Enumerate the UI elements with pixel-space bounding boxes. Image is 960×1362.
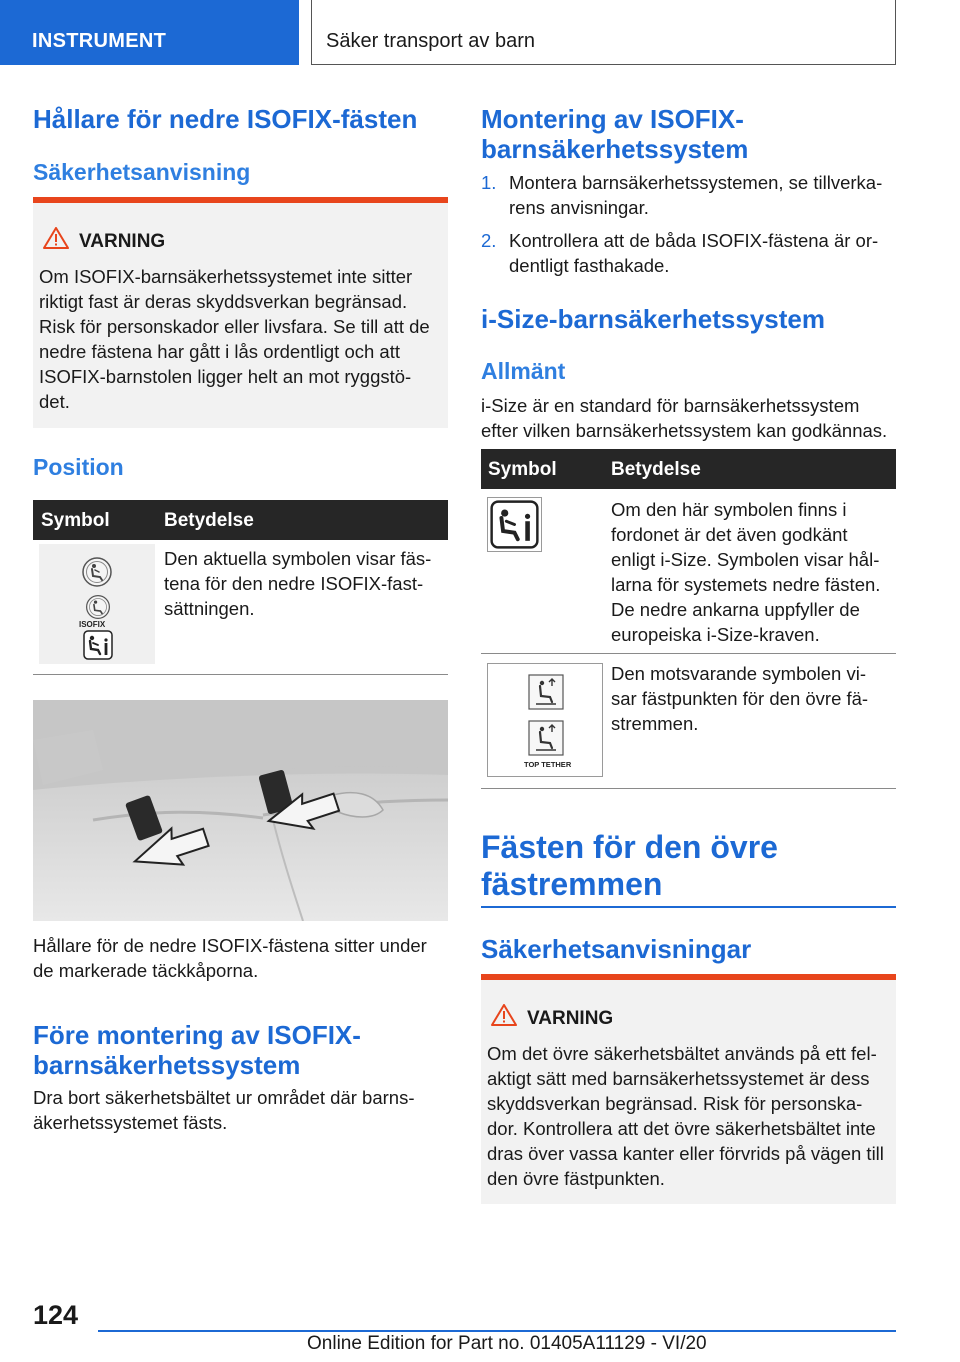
- warning-triangle-icon: [43, 227, 69, 249]
- table-symbol-cell: [487, 663, 603, 777]
- heading-line: barnsäkerhetssystem: [33, 1050, 301, 1080]
- top-tether-label: TOP TETHER: [524, 760, 572, 769]
- heading-upper-tether: [481, 829, 778, 903]
- step-line: rens anvisningar.: [509, 197, 649, 218]
- warning-line: skyddsverkan begränsad. Risk för personska-: [487, 1093, 863, 1114]
- header-section-label: INSTRUMENT: [32, 30, 167, 52]
- heading-general: Allmänt: [481, 358, 566, 384]
- heading-line: fästremmen: [481, 866, 663, 902]
- heading-isofix-holders: Hållare för nedre ISOFIX-fästen: [33, 104, 418, 134]
- isize-table: [481, 449, 896, 791]
- isize-seat-icon: [83, 630, 113, 660]
- header-chapter-tab: [311, 0, 896, 65]
- top-tether-icon: [528, 674, 564, 710]
- rear-seat-photo: [33, 700, 448, 921]
- table-row-divider: [481, 788, 896, 789]
- table-line: Den motsvarande symbolen vi-: [611, 663, 866, 684]
- table-line: sättningen.: [164, 598, 255, 619]
- table-meaning-text: [611, 497, 880, 647]
- caption-line: de markerade täckkåporna.: [33, 960, 259, 981]
- step-number: 1.: [481, 172, 497, 193]
- text-line: efter vilken barnsäkerhetssystem kan godkännas.: [481, 420, 888, 441]
- table-meaning-text: [164, 546, 431, 621]
- table-line: tena för den nedre ISOFIX-fast-: [164, 573, 424, 594]
- warning-line: nedre fästena har gått i lås ordentligt och att: [39, 341, 400, 362]
- caption-line: Hållare för de nedre ISOFIX-fästena sitter under: [33, 935, 427, 956]
- table-header-meaning: Betydelse: [611, 459, 701, 480]
- warning-text: [487, 1041, 888, 1191]
- warning-line: ISOFIX-barnstolen ligger helt an mot ryggstö-: [39, 366, 412, 387]
- general-text: [481, 393, 887, 443]
- text-line: äkerhetssystemet fästs.: [33, 1112, 228, 1133]
- rear-seat-illustration: [33, 700, 448, 921]
- heading-underline: [481, 906, 896, 908]
- heading-line: Före montering av ISOFIX-: [33, 1020, 361, 1050]
- warning-text: [39, 264, 440, 414]
- heading-safety-notes: Säkerhetsanvisningar: [481, 934, 752, 964]
- before-mounting-text: [33, 1085, 414, 1135]
- heading-isize: i-Size-barnsäkerhetssystem: [481, 304, 825, 334]
- warning-line: riktigt fast är deras skyddsverkan begränsad.: [39, 291, 408, 312]
- position-table: [33, 500, 448, 676]
- table-line: europeiska i-Size-kraven.: [611, 624, 820, 645]
- table-line: sar fästpunkten för den övre fä-: [611, 688, 869, 709]
- table-line: fordonet är det även godkänt: [611, 524, 848, 545]
- heading-line: barnsäkerhetssystem: [481, 134, 749, 164]
- edition-text: Online Edition for Part no. 01405A11129 - VI/20: [307, 1333, 707, 1354]
- warning-line: dor. Kontrollera att det övre säkerhetsbältet inte: [487, 1118, 876, 1139]
- warning-box-isofix: [33, 197, 448, 428]
- warning-line: dras över vassa kanter eller förvrids på vägen till: [487, 1143, 884, 1164]
- warning-triangle-icon: [491, 1004, 517, 1026]
- table-symbol-cell: [39, 544, 155, 664]
- isofix-seat-icon: [81, 556, 113, 588]
- heading-before-mounting: [33, 1020, 361, 1080]
- warning-label: VARNING: [527, 1008, 614, 1029]
- table-line: Den aktuella symbolen visar fäs-: [164, 548, 432, 569]
- warning-line: det.: [39, 391, 70, 412]
- table-line: Om den här symbolen finns i: [611, 499, 847, 520]
- table-header: [481, 449, 896, 489]
- table-header-symbol: Symbol: [41, 510, 110, 531]
- table-line: stremmen.: [611, 713, 699, 734]
- isofix-seat-small-icon: [85, 594, 111, 620]
- heading-mounting: [481, 104, 748, 164]
- step-line: dentligt fasthakade.: [509, 255, 670, 276]
- isofix-label: ISOFIX: [79, 620, 106, 629]
- table-header: [33, 500, 448, 540]
- heading-line: Fästen för den övre: [481, 829, 778, 865]
- table-symbol-cell: [487, 497, 542, 552]
- warning-box-tether: [481, 974, 896, 1204]
- warning-line: aktigt sätt med barnsäkerhetssystemet är dess: [487, 1068, 870, 1089]
- warning-line: Risk för personskador eller livsfara. Se till att de: [39, 316, 430, 337]
- page-number: 124: [33, 1300, 79, 1330]
- step-line: Montera barnsäkerhetssystemen, se tillverka-: [509, 172, 883, 193]
- isize-seat-icon: [490, 500, 539, 549]
- text-line: Dra bort säkerhetsbältet ur området där barns-: [33, 1087, 415, 1108]
- heading-safety-note: Säkerhetsanvisning: [33, 159, 251, 185]
- warning-line: Om ISOFIX-barnsäkerhetssystemet inte sitter: [39, 266, 413, 287]
- step-text: [509, 228, 878, 278]
- header-section-tab: [0, 0, 299, 65]
- table-row-divider: [33, 674, 448, 675]
- table-line: larna för systemets nedre fästen.: [611, 574, 881, 595]
- step-text: [509, 170, 882, 220]
- table-header-symbol: Symbol: [488, 459, 557, 480]
- heading-line: Montering av ISOFIX-: [481, 104, 744, 134]
- heading-position: Position: [33, 454, 124, 480]
- warning-line: Om det övre säkerhetsbältet används på ett fel-: [487, 1043, 877, 1064]
- step-line: Kontrollera att de båda ISOFIX-fästena är or-: [509, 230, 879, 251]
- header-chapter-label: Säker transport av barn: [326, 30, 535, 52]
- table-meaning-text: [611, 661, 868, 736]
- text-line: i-Size är en standard för barnsäkerhetssystem: [481, 395, 860, 416]
- table-row-divider: [481, 653, 896, 654]
- top-tether-icon: [528, 720, 564, 756]
- step-number: 2.: [481, 230, 497, 251]
- table-line: De nedre ankarna uppfyller de: [611, 599, 860, 620]
- footer-rule: [98, 1330, 896, 1332]
- photo-caption: [33, 933, 427, 983]
- warning-line: den övre fästpunkten.: [487, 1168, 665, 1189]
- table-header-meaning: Betydelse: [164, 510, 254, 531]
- table-line: enligt i-Size. Symbolen visar hål-: [611, 549, 880, 570]
- warning-label: VARNING: [79, 231, 166, 252]
